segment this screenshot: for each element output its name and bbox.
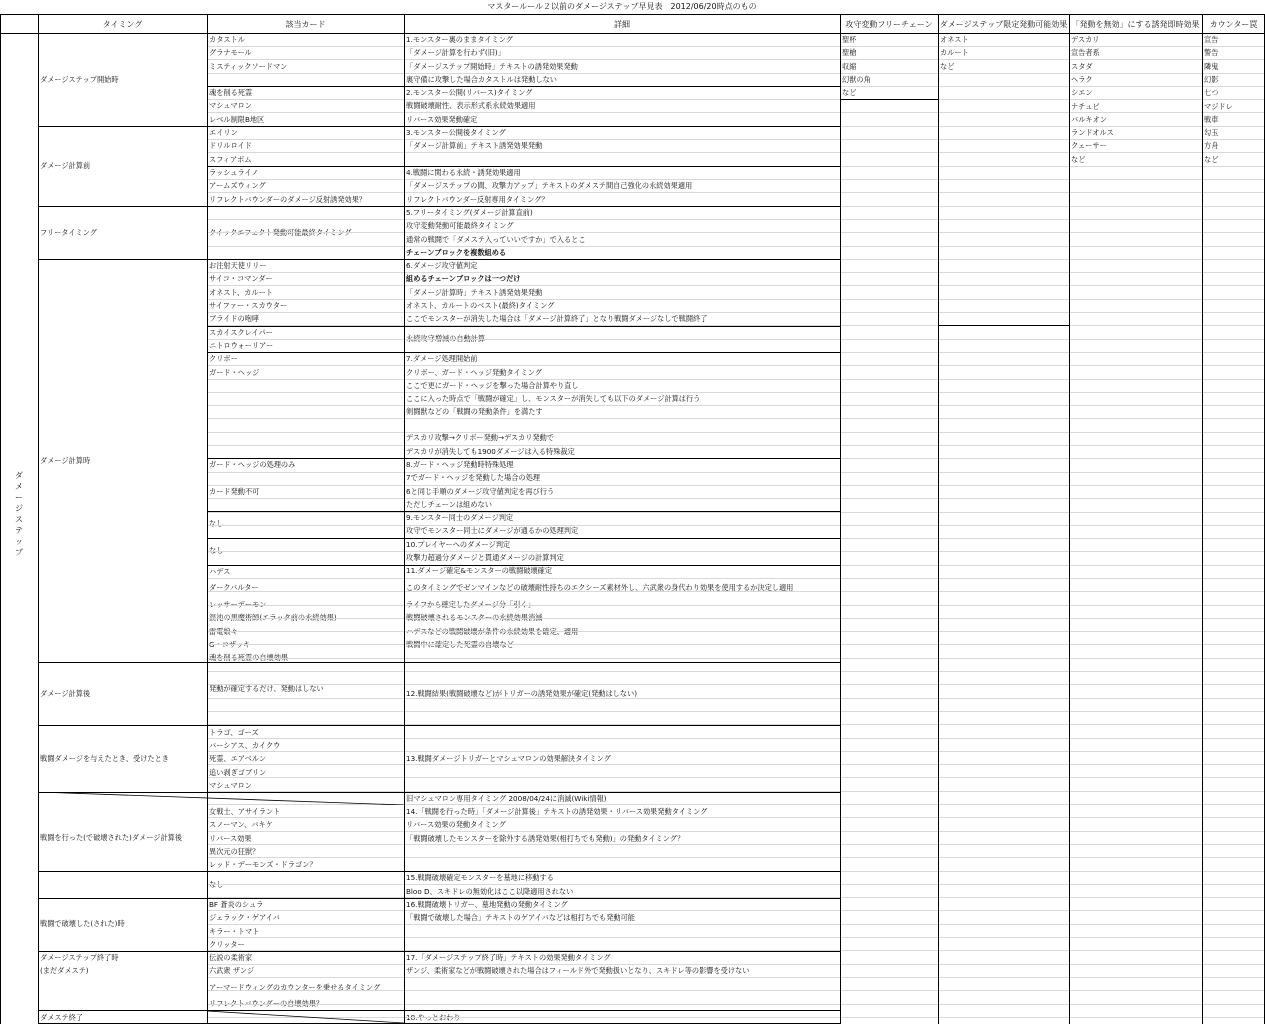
- row-gridline: [207, 219, 840, 220]
- card-entry: ニトロウォーリアー: [209, 341, 274, 350]
- row-gridline: [207, 139, 840, 140]
- detail-entry: 6.ダメージ攻守値判定: [406, 261, 478, 270]
- card-entry: クイックエフェクト発動可能最終タイミング: [209, 228, 352, 237]
- detail-entry: 7でガード・ヘッジを発動した場合の処理: [406, 473, 540, 482]
- row-gridline: [207, 99, 840, 100]
- row-gridline: [207, 671, 840, 672]
- row-gridline: [207, 551, 840, 552]
- list-entry: など: [842, 88, 857, 98]
- row-gridline: [207, 990, 840, 991]
- subgroup-line: [207, 166, 840, 167]
- card-entry: お注射天使リリー: [209, 261, 267, 270]
- diagonal-strike: [207, 1011, 404, 1023]
- card-entry: ブライドの咆哮: [209, 314, 260, 323]
- row-gridline: [207, 152, 840, 153]
- row-gridline: [207, 179, 840, 180]
- detail-entry: 旧マシュマロン専用タイミング 2008/04/24に消滅(Wiki情報): [406, 794, 607, 803]
- detail-entry: 15.戦闘破壊確定モンスターを墓地に移動する: [406, 873, 554, 882]
- list-entry: デスカリ: [1071, 35, 1100, 44]
- row-gridline: [207, 112, 840, 113]
- list-entry: 警告: [1204, 48, 1219, 58]
- detail-entry: 3.モンスター公開後タイミング: [406, 128, 506, 137]
- detail-entry: クリボー、ガード・ヘッジ発動タイミング: [406, 368, 542, 377]
- row-gridline: [207, 73, 840, 74]
- timing-label: ダメージ計算前: [40, 161, 91, 170]
- list-entry: など: [1071, 154, 1086, 164]
- col-end-line: [840, 99, 938, 100]
- detail-entry: 「ダメージ計算を行わず(旧)」: [406, 48, 505, 57]
- row-gridline: [207, 977, 840, 978]
- card-entry: カタストル: [209, 35, 245, 44]
- list-entry: など: [1204, 154, 1219, 164]
- detail-entry: ハデスなどの戦闘破壊が条件の永続効果を確定、適用: [406, 627, 579, 636]
- row-gridline: [207, 1004, 840, 1005]
- row-gridline: [207, 272, 840, 273]
- subgroup-line: [207, 511, 840, 512]
- list-entry: 宣告者系: [1071, 48, 1100, 58]
- detail-entry: 5.フリータイミング(ダメージ計算直前): [406, 208, 533, 217]
- card-entry: ダークバルター: [209, 583, 259, 592]
- card-entry: アームズウィング: [209, 181, 266, 190]
- detail-entry: 12.戦闘結果(戦闘破壊など)がトリガーの誘発効果が確定(発動はしない): [406, 689, 638, 698]
- list-entry: バルキオン: [1071, 114, 1107, 124]
- subgroup-line: [207, 565, 840, 566]
- row-gridline: [207, 485, 840, 486]
- card-entry: マシュマロン: [209, 781, 252, 790]
- card-entry: リフレクトバウンダーの自壊効果？: [209, 999, 324, 1008]
- card-entry: 伝説の柔術家: [209, 953, 253, 962]
- card-entry: リフレクトバウンダーのダメージ反射誘発効果？: [209, 195, 367, 204]
- detail-entry: 剣闘獣などの「戦闘の発動条件」を満たす: [406, 407, 543, 416]
- card-entry: スノーマン、バキケ: [209, 820, 273, 829]
- detail-entry: 7.ダメージ処理開始前: [406, 354, 478, 363]
- list-entry: 収縮: [842, 61, 857, 71]
- list-entry: ヘラク: [1071, 74, 1093, 84]
- list-entry: マジドレ: [1204, 101, 1233, 111]
- list-entry: 宣告: [1204, 35, 1219, 44]
- card-entry: クリボー: [209, 354, 238, 363]
- section-line: [0, 33, 1265, 34]
- detail-entry: 戦闘破壊耐性、表示形式系永続効果適用: [406, 101, 536, 110]
- row-gridline: [207, 392, 840, 393]
- subgroup-line: [207, 458, 840, 459]
- list-entry: スタダ: [1071, 61, 1093, 71]
- column-line: [840, 14, 841, 1024]
- list-entry: 戦車: [1204, 114, 1219, 124]
- detail-entry: 「ダメージステップの間、攻撃力アップ」テキストのダメステ間自己強化の永続効果適用: [406, 181, 693, 190]
- subgroup-line: [207, 86, 840, 87]
- card-entry: ラッシュライノ: [209, 168, 259, 177]
- card-entry: 発動が確定するだけ、発動はしない: [209, 684, 324, 693]
- detail-entry: 9.モンスター同士のダメージ判定: [406, 513, 514, 522]
- sheet-title: マスタールール２以前のダメージステップ早見表 2012/06/20時点のもの: [487, 2, 757, 11]
- row-gridline: [207, 591, 840, 592]
- timing-label: ダメージステップ終了時: [40, 953, 119, 962]
- detail-entry: 2.モンスター公開(リバース)タイミング: [406, 88, 533, 97]
- detail-entry: 「ダメージ計算前」テキスト誘発効果発動: [406, 141, 543, 150]
- list-entry: シエン: [1071, 88, 1093, 98]
- row-gridline: [207, 339, 840, 340]
- card-entry: トラゴ、ゴーズ: [209, 728, 259, 737]
- card-entry: ガード・ヘッジの処理のみ: [209, 460, 296, 469]
- card-entry: マシュマロン: [209, 101, 252, 110]
- row-gridline: [207, 405, 840, 406]
- row-gridline: [207, 631, 840, 632]
- list-entry: ランドオルス: [1071, 128, 1114, 138]
- row-gridline: [207, 751, 840, 752]
- card-entry: カード発動不可: [209, 487, 260, 496]
- detail-entry: 18.やっとおわり: [406, 1013, 461, 1022]
- row-gridline: [207, 924, 840, 925]
- list-entry: 幻影: [1204, 74, 1219, 84]
- group-line: [38, 725, 840, 726]
- row-gridline: [207, 472, 840, 473]
- detail-entry: ただしチェーンは組めない: [406, 500, 492, 509]
- header-blank: [0, 14, 38, 34]
- timing-label: 戦闘ダメージを与えたとき、受けたとき: [40, 754, 169, 763]
- row-gridline: [207, 46, 840, 47]
- group-line: [38, 951, 840, 952]
- row-gridline: [207, 777, 840, 778]
- card-entry: BF 蒼炎のシュラ: [209, 900, 264, 909]
- row-gridline: [207, 844, 840, 845]
- list-entry: 七つ: [1204, 88, 1219, 98]
- row-gridline: [207, 379, 840, 380]
- group-line: [38, 259, 840, 260]
- detail-entry: 戦闘破壊されるモンスターの永続効果消滅: [406, 613, 543, 622]
- detail-entry: ここに入った時点で「戦闘が確定」し、モンスターが消失しても以下のダメージ計算は行う: [406, 394, 701, 403]
- card-entry: なし: [209, 546, 224, 555]
- group-line: [38, 898, 840, 899]
- card-entry: なし: [209, 880, 224, 889]
- list-entry: 隣鬼: [1204, 61, 1219, 71]
- detail-entry: 攻守変動発動可能最終タイミング: [406, 221, 514, 230]
- list-entry: など: [940, 61, 955, 71]
- detail-entry: 裏守備に攻撃した場合カタストルは発動しない: [406, 75, 557, 84]
- row-gridline: [207, 711, 840, 712]
- detail-entry: 11.ダメージ確定&モンスターの戦闘破壊確定: [406, 566, 553, 575]
- card-entry: レッサーデーモン: [209, 600, 267, 609]
- detail-entry: ここで更にガード・ヘッジを撃った場合計算やり直し: [406, 381, 579, 390]
- list-entry: 幻獣の角: [842, 74, 871, 84]
- subgroup-line: [207, 538, 840, 539]
- card-entry: 女戦士、アサイラント: [209, 807, 281, 816]
- detail-entry: 組めるチェーンブロックは一つだけ: [406, 274, 521, 283]
- detail-entry: 6と同じ手順のダメージ攻守値判定を再び行う: [406, 487, 555, 496]
- diagonal-strike: [38, 792, 404, 805]
- group-line: [38, 206, 840, 207]
- damage-step-side-label: ダ メ ー ジ ス テ ッ プ: [15, 471, 23, 557]
- row-gridline: [207, 831, 840, 832]
- list-entry: 方舟: [1204, 141, 1219, 151]
- header-detail: 詳細: [404, 14, 840, 34]
- card-entry: なし: [209, 519, 224, 528]
- column-line: [938, 14, 939, 1024]
- detail-entry: デスカリ攻撃→クリボー発動→デスカリ発動で: [406, 433, 555, 442]
- detail-entry: 攻撃力超過分ダメージと貫通ダメージの計算判定: [406, 553, 564, 562]
- list-entry: ナチュビ: [1071, 101, 1100, 111]
- row-gridline: [207, 312, 840, 313]
- card-entry: ミスティックソードマン: [209, 62, 288, 71]
- row-gridline: [207, 884, 840, 885]
- group-line: [38, 871, 840, 872]
- row-gridline: [207, 618, 840, 619]
- card-entry: ハデス: [209, 567, 231, 576]
- card-entry: 死霊、エアベルン: [209, 754, 267, 763]
- detail-entry: オネスト、カルートのベスト(最終)タイミング: [406, 301, 555, 310]
- col-end-line: [938, 325, 1069, 326]
- detail-entry: 「ダメージ計算時」テキスト誘発効果発動: [406, 288, 543, 297]
- row-gridline: [207, 192, 840, 193]
- detail-entry: 4.戦闘に関わる永続・誘発効果適用: [406, 168, 521, 177]
- card-entry: 魂を削る死霊: [209, 88, 253, 97]
- row-gridline: [207, 498, 840, 499]
- detail-entry: Bloo D、スキドレの無効化はここ以降適用されない: [406, 887, 574, 896]
- card-entry: 混沌の黒魔術師(エラッタ前の永続効果): [209, 613, 337, 622]
- card-entry: 魂を削る死霊の自壊効果: [209, 653, 289, 662]
- column-line: [1202, 14, 1203, 1024]
- row-gridline: [207, 605, 840, 606]
- card-entry: キラー・トマト: [209, 927, 260, 936]
- timing-label: フリータイミング: [40, 228, 97, 237]
- detail-entry: このタイミングでゼンマインなどの破壊耐性持ちのエクシーズ素材外し、六武衆の身代わり効果を使用するか決定し適用: [406, 583, 794, 592]
- timing-label: ダメージステップ開始時: [40, 75, 119, 84]
- card-entry: 六武衆 ザンジ: [209, 966, 255, 975]
- card-entry: 追い剥ぎゴブリン: [209, 768, 267, 777]
- row-gridline: [207, 418, 840, 419]
- timing-label: (まだダメステ): [40, 966, 89, 975]
- subgroup-line: [207, 326, 840, 327]
- card-entry: サイファー・スカウター: [209, 301, 288, 310]
- row-gridline: [207, 698, 840, 699]
- list-entry: オネスト: [940, 35, 969, 44]
- row-gridline: [207, 365, 840, 366]
- detail-entry: リバース効果の発動タイミング: [406, 820, 506, 829]
- column-line: [38, 14, 39, 1024]
- timing-label: 戦闘で破壊した(された)時: [40, 919, 125, 928]
- list-entry: カルート: [940, 48, 969, 58]
- subgroup-line: [207, 352, 840, 353]
- card-entry: 雷電娘々: [209, 627, 238, 636]
- detail-entry: 17.「ダメージステップ終了時」テキストの効果発動タイミング: [406, 953, 611, 962]
- row-gridline: [207, 738, 840, 739]
- detail-entry: 攻守でモンスター同士にダメージが通るかの処理判定: [406, 526, 579, 535]
- detail-entry: 永続攻守増減の自動計算: [406, 334, 486, 343]
- card-entry: オネスト、カルート: [209, 288, 273, 297]
- row-gridline: [207, 964, 840, 965]
- card-entry: リバース効果: [209, 834, 252, 843]
- row-gridline: [207, 299, 840, 300]
- header-counter: カウンター罠: [1202, 14, 1265, 34]
- row-gridline: [207, 578, 840, 579]
- list-entry: 聖杯: [842, 35, 857, 44]
- card-entry: 異次元の狂獣？: [209, 847, 260, 856]
- card-entry: ジェラック・ゲアイバ: [209, 913, 280, 922]
- group-line: [38, 126, 840, 127]
- row-gridline: [207, 817, 840, 818]
- row-gridline: [207, 246, 840, 247]
- card-entry: ドリルロイド: [209, 141, 252, 150]
- card-entry: ガード・ヘッジ: [209, 368, 260, 377]
- card-entry: スカイスクレイパー: [209, 328, 273, 337]
- detail-entry: リフレクトバウンダー反射専用タイミング？: [406, 195, 549, 204]
- row-gridline: [207, 59, 840, 60]
- row-gridline: [207, 445, 840, 446]
- detail-entry: 16.戦闘破壊トリガー、墓地発動の発動タイミング: [406, 900, 568, 909]
- timing-label: ダメージ計算後: [40, 689, 91, 698]
- header-cards: 該当カード: [207, 14, 404, 34]
- detail-entry: 戦闘中に確定した死霊の自壊など: [406, 640, 514, 649]
- group-line: [38, 1010, 840, 1011]
- detail-entry: ライフから確定したダメージ分「引く」: [406, 600, 535, 609]
- card-entry: レベル制限B地区: [209, 115, 265, 124]
- detail-entry: 1.モンスター裏のままタイミング: [406, 35, 513, 44]
- detail-entry: 「ダメージステップ開始時」テキストの誘発効果発動: [406, 62, 578, 71]
- detail-entry: 14.「戦闘を行った時」「ダメージ計算後」テキストの誘発効果・リバース効果発動タイミング: [406, 807, 708, 816]
- list-entry: 聖槍: [842, 48, 857, 58]
- card-entry: スフィアボム: [209, 155, 252, 164]
- timing-label: ダメージ計算時: [40, 456, 91, 465]
- detail-entry: ザンジ、柔術家などが戦闘破壊された場合はフィールド外で発動扱いとなり、スキドレ等の影響を受けない: [406, 966, 750, 975]
- header-timing: タイミング: [38, 14, 207, 34]
- card-entry: G・コザッキー: [209, 640, 258, 649]
- group-line: [38, 662, 840, 663]
- row-gridline: [207, 512, 840, 513]
- row-gridline: [207, 684, 840, 685]
- column-line: [1069, 14, 1070, 1024]
- detail-entry: 「戦闘で破壊した場合」テキストのゲアイバなどは相打ちでも発動可能: [406, 913, 635, 922]
- list-entry: 勾玉: [1204, 128, 1219, 138]
- row-gridline: [207, 432, 840, 433]
- row-gridline: [207, 658, 840, 659]
- card-entry: レッド・デーモンズ・ドラゴン？: [209, 860, 317, 869]
- header-ds-limited: ダメージステップ限定発動可能効果: [938, 14, 1069, 34]
- timing-label: ダメステ終了: [40, 1013, 83, 1022]
- row-gridline: [207, 644, 840, 645]
- card-entry: アーマードウィングのカウンターを乗せるタイミング: [209, 983, 381, 992]
- row-gridline: [207, 764, 840, 765]
- row-gridline: [207, 910, 840, 911]
- card-entry: エイリン: [209, 128, 238, 137]
- row-gridline: [207, 937, 840, 938]
- card-entry: サイコ・コマンダー: [209, 274, 273, 283]
- row-gridline: [207, 285, 840, 286]
- column-line: [0, 14, 1, 1024]
- header-negate: 「発動を無効」にする誘発即時効果: [1069, 14, 1202, 34]
- detail-entry: 通常の戦闘で「ダメステ入っていいですか」で入るとこ: [406, 235, 586, 244]
- row-gridline: [207, 232, 840, 233]
- detail-entry: チェーンブロックを複数組める: [406, 248, 507, 257]
- header-free-chain: 攻守変動フリーチェーン: [840, 14, 938, 34]
- detail-entry: リバース効果発動確定: [406, 115, 478, 124]
- card-entry: バーシアス、カイクウ: [209, 741, 281, 750]
- list-entry: クェーサー: [1071, 141, 1107, 151]
- card-entry: クリッター: [209, 940, 245, 949]
- timing-label: 戦闘を行った(で破壊された)ダメージ計算後: [40, 833, 183, 842]
- detail-entry: 13.戦闘ダメージトリガーとマシュマロンの効果解決タイミング: [406, 754, 611, 763]
- row-gridline: [207, 857, 840, 858]
- row-gridline: [207, 525, 840, 526]
- detail-entry: ここでモンスターが消失した場合は「ダメージ計算終了」となり戦闘ダメージなしで戦闘終了: [406, 314, 708, 323]
- card-entry: グラナモール: [209, 48, 252, 57]
- detail-entry: 10.プレイヤーへのダメージ判定: [406, 540, 511, 549]
- detail-entry: デスカリが消失しても1900ダメージは入る特殊裁定: [406, 447, 575, 456]
- detail-entry: 「戦闘破壊したモンスターを除外する誘発効果(相打ちでも発動)」の発動タイミング？: [406, 834, 685, 843]
- detail-entry: 8.ガード・ヘッジ発動時特殊処理: [406, 460, 514, 469]
